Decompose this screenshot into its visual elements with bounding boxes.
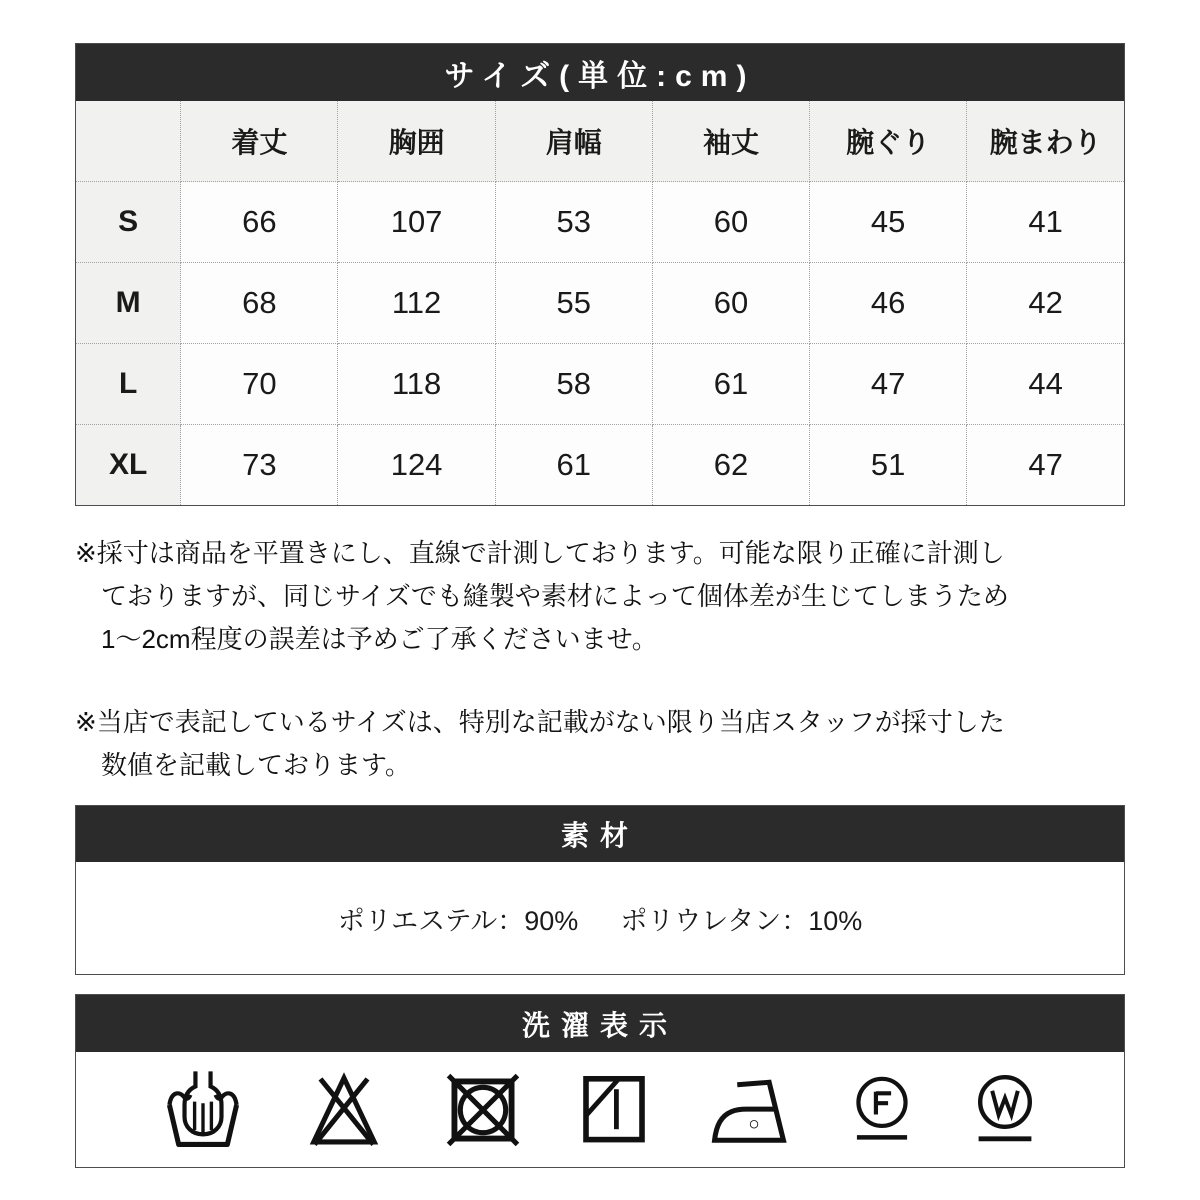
size-label: L [76,344,181,425]
value-cell: 61 [495,425,652,506]
note-marker: ※ [75,538,97,568]
value-cell: 47 [810,344,967,425]
note-line: ておりますが、同じサイズでも縫製や素材によって個体差が生じてしまうため [101,581,1009,611]
store-sizing-note [75,701,1125,787]
column-header: 着丈 [181,101,338,182]
value-cell: 118 [338,344,495,425]
dry-clean-petroleum-gentle-icon [844,1068,920,1152]
value-cell: 41 [967,182,1124,263]
value-cell: 60 [652,263,809,344]
note-line: 数値を記載しております。 [101,750,411,780]
value-cell: 61 [652,344,809,425]
corner-cell [76,101,181,182]
size-table-title: サイズ(単位:cm) [76,44,1124,101]
table-row [76,425,1124,506]
wet-clean-gentle-icon [965,1068,1045,1152]
size-label: XL [76,425,181,506]
value-cell: 112 [338,263,495,344]
note-marker: ※ [75,707,97,737]
table-row [76,344,1124,425]
material-title: 素材 [76,806,1124,862]
value-cell: 46 [810,263,967,344]
do-not-bleach-icon [296,1068,392,1152]
note-text: 当店で表記しているサイズは、特別な記載がない限り当店スタッフが採寸した [96,707,1005,737]
value-cell: 58 [495,344,652,425]
value-cell: 124 [338,425,495,506]
value-cell: 55 [495,263,652,344]
value-cell: 68 [181,263,338,344]
value-cell: 47 [967,425,1124,506]
material-item: ポリウレタン：10% [620,905,863,936]
material-section [75,805,1125,975]
value-cell: 51 [810,425,967,506]
note-line: 1〜2cm程度の誤差は予めご了承くださいませ。 [101,624,658,654]
table-row [76,182,1124,263]
size-table-section [75,43,1125,506]
drip-dry-in-shade-icon [574,1068,654,1152]
column-header: 腕まわり [967,101,1124,182]
value-cell: 70 [181,344,338,425]
value-cell: 42 [967,263,1124,344]
column-header: 腕ぐり [810,101,967,182]
care-section [75,994,1125,1168]
measurement-note [75,532,1125,661]
iron-low-heat-icon [699,1068,799,1152]
size-label: S [76,182,181,263]
size-label: M [76,263,181,344]
material-item: ポリエステル：90% [337,905,579,936]
do-not-tumble-dry-icon [437,1068,529,1152]
value-cell: 62 [652,425,809,506]
value-cell: 66 [181,182,338,263]
column-header: 袖丈 [652,101,809,182]
value-cell: 107 [338,182,495,263]
column-header: 肩幅 [495,101,652,182]
value-cell: 60 [652,182,809,263]
note-line [75,532,1125,575]
column-header: 胸囲 [338,101,495,182]
product-info-sheet [75,43,1125,1168]
material-content [76,862,1124,974]
care-title: 洗濯表示 [76,995,1124,1052]
care-symbols-row [76,1052,1124,1167]
value-cell: 53 [495,182,652,263]
size-table [76,101,1124,505]
value-cell: 45 [810,182,967,263]
value-cell: 73 [181,425,338,506]
table-row [76,263,1124,344]
hand-wash-icon [155,1068,251,1152]
note-line [75,701,1125,744]
size-table-header-row [76,101,1124,182]
value-cell: 44 [967,344,1124,425]
note-text: 採寸は商品を平置きにし、直線で計測しております。可能な限り正確に計測し [96,538,1005,568]
